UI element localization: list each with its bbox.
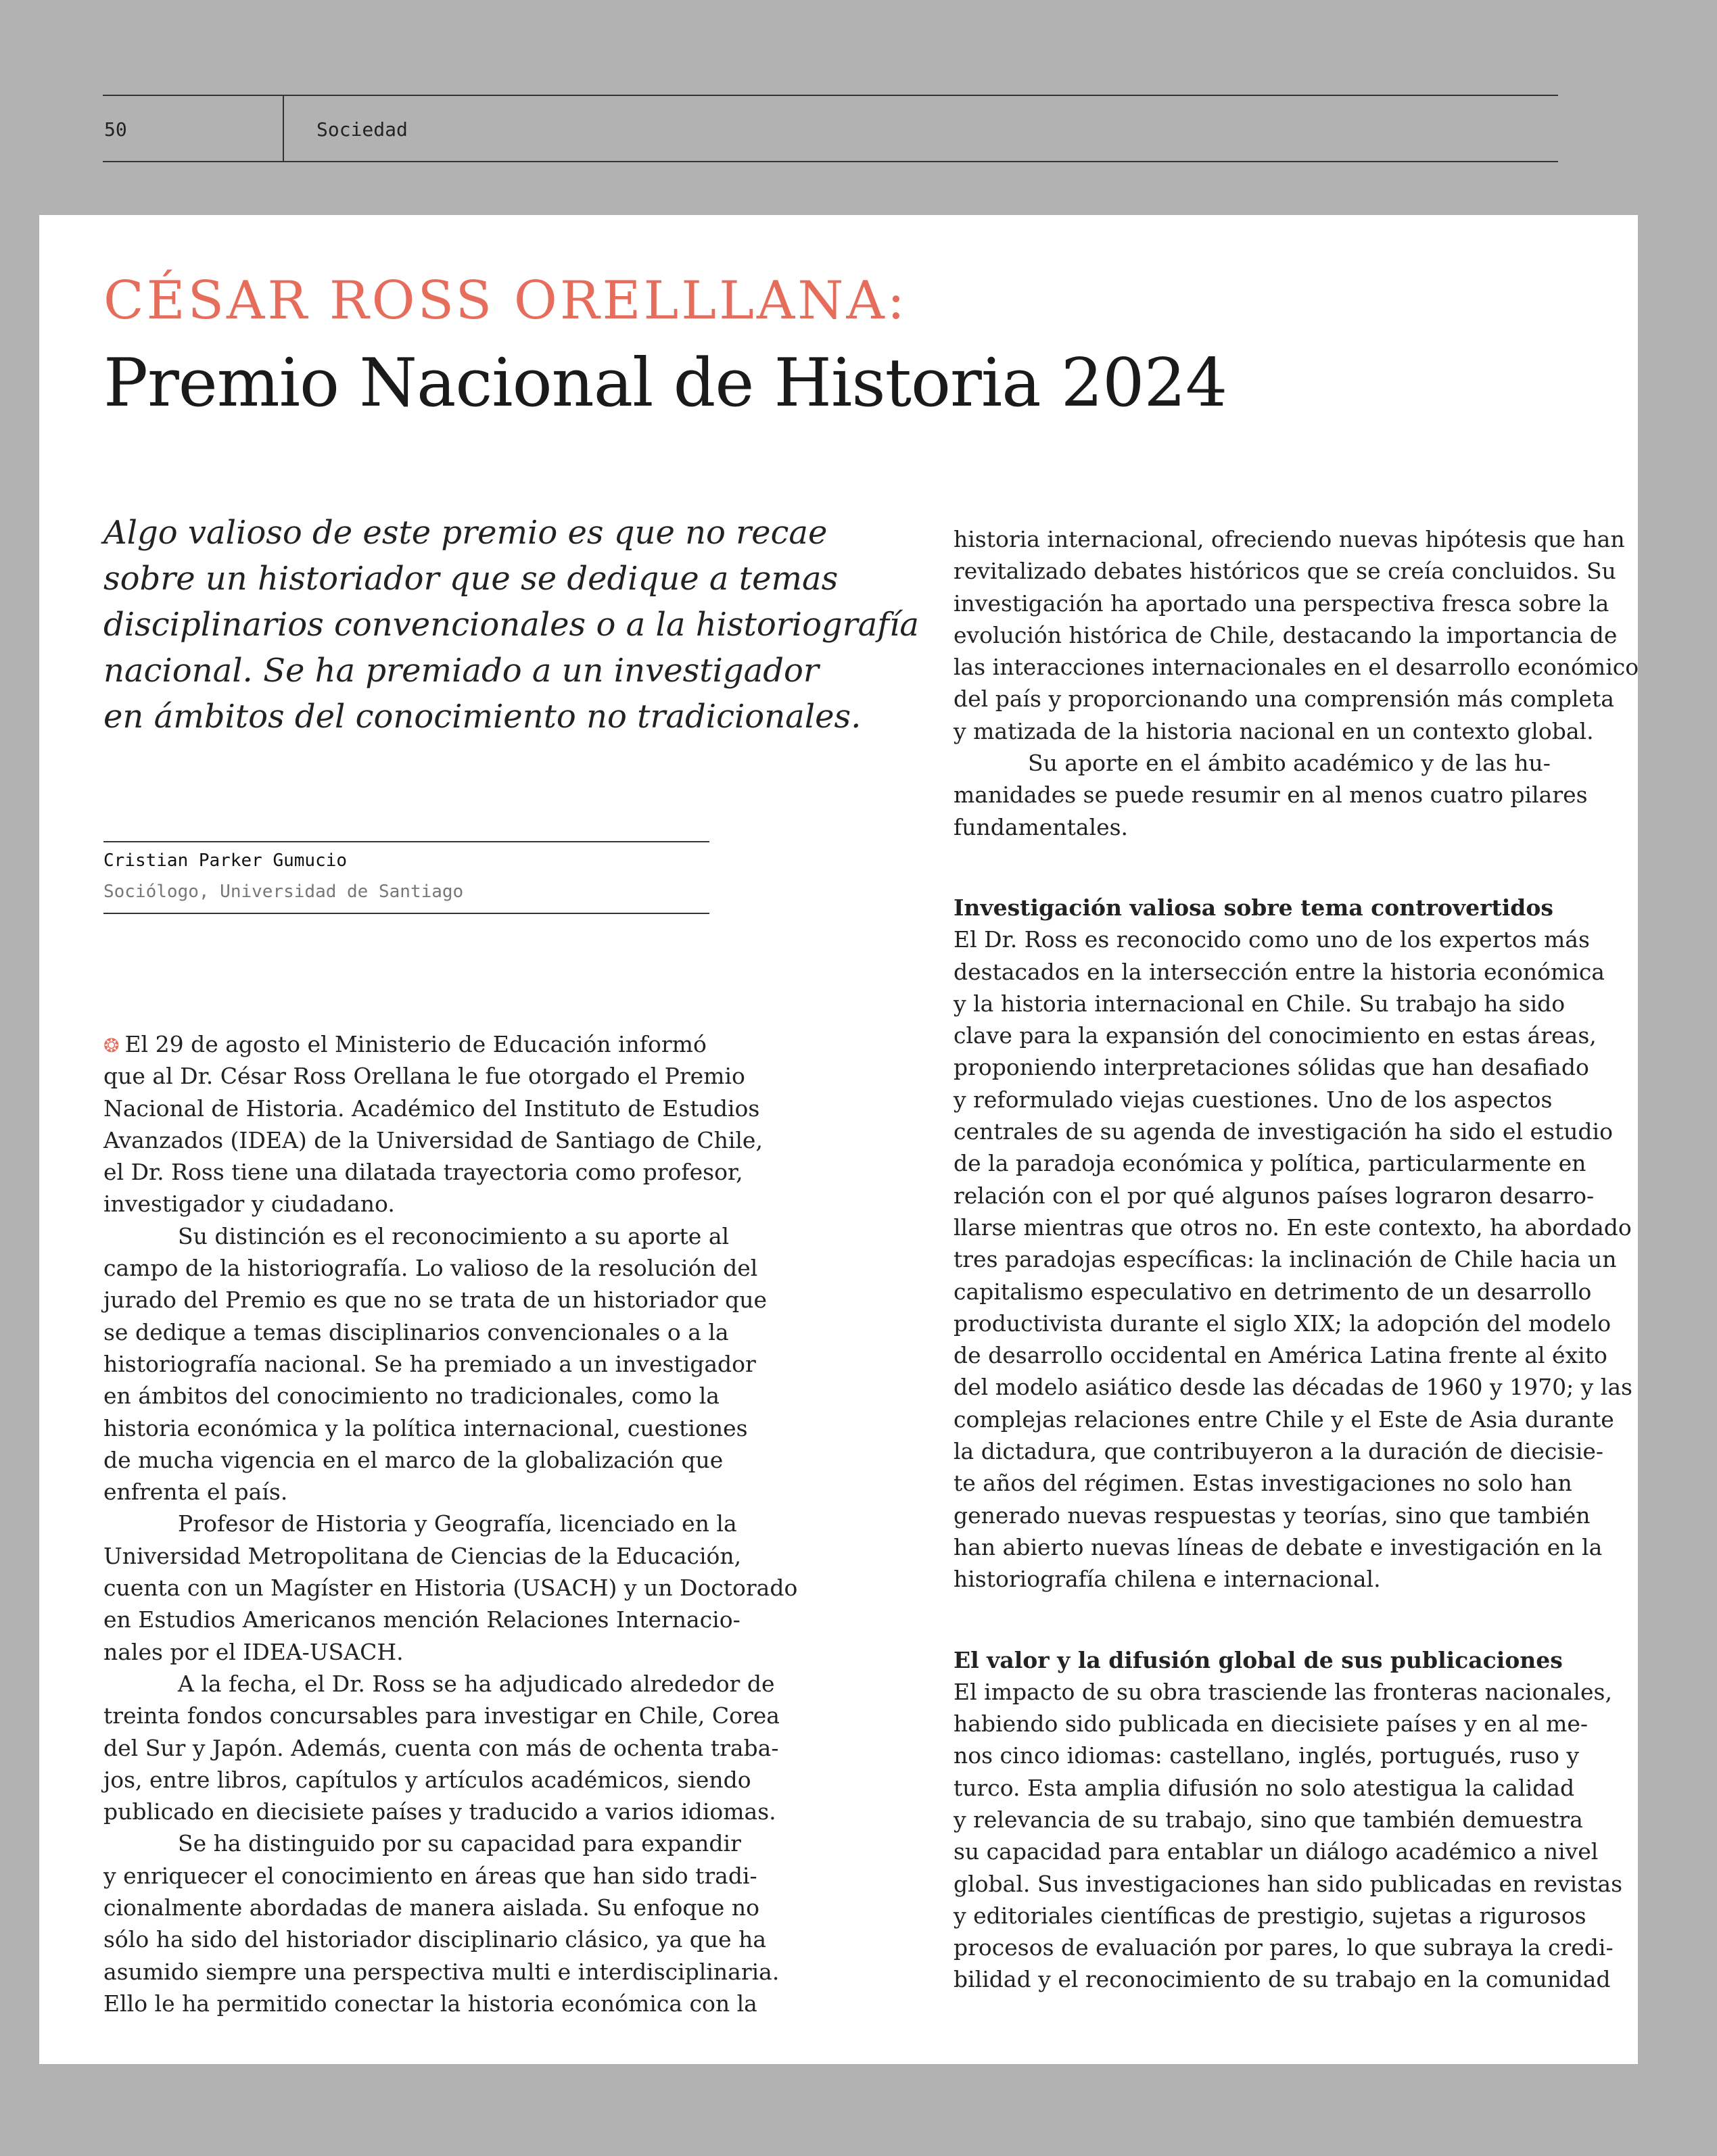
body-line: fundamentales. (954, 813, 1129, 840)
byline (103, 841, 709, 914)
body-line: nos cinco idiomas: castellano, inglés, portugués, ruso y (954, 1742, 1580, 1769)
body-line: A la fecha, el Dr. Ross se ha adjudicado alrededor de (178, 1670, 775, 1697)
lead-line: disciplinarios convencionales o a la historiografía (103, 606, 919, 644)
body-line: Su distinción es el reconocimiento a su aporte al (178, 1222, 730, 1249)
body-line: y relevancia de su trabajo, sino que también demuestra (954, 1806, 1583, 1833)
author-name: Cristian Parker Gumucio (103, 851, 348, 871)
body-line: te años del régimen. Estas investigaciones no solo han (954, 1470, 1572, 1497)
section-heading: El valor y la difusión global de sus publicaciones (954, 1646, 1563, 1673)
body-line: y enriquecer el conocimiento en áreas que han sido tradi- (103, 1862, 757, 1889)
body-line: bilidad y el reconocimiento de su trabajo en la comunidad (954, 1966, 1611, 1993)
body-line: El impacto de su obra trasciende las fronteras nacionales, (954, 1678, 1612, 1705)
body-line: del Sur y Japón. Además, cuenta con más de ochenta traba- (103, 1734, 779, 1761)
body-line: Universidad Metropolitana de Ciencias de la Educación, (103, 1542, 742, 1569)
body-line: jurado del Premio es que no se trata de un historiador que (103, 1287, 768, 1314)
body-line: procesos de evaluación por pares, lo que subraya la credi- (954, 1934, 1614, 1961)
body-line: El Dr. Ross es reconocido como uno de los expertos más (954, 926, 1590, 953)
body-line: Profesor de Historia y Geografía, licenciado en la (178, 1510, 737, 1537)
body-line: han abierto nuevas líneas de debate e investigación en la (954, 1533, 1603, 1560)
body-line: de desarrollo occidental en América Latina frente al éxito (954, 1342, 1607, 1369)
body-line: revitalizado debates históricos que se creía concluidos. Su (954, 558, 1616, 585)
lead-line: nacional. Se ha premiado a un investigador (103, 652, 819, 690)
body-line: investigación ha aportado una perspectiva fresca sobre la (954, 590, 1609, 617)
right-column (954, 523, 1639, 1996)
article-kicker: CÉSAR ROSS ORELLLANA: (103, 270, 908, 331)
body-line: historia internacional, ofreciendo nuevas hipótesis que han (954, 526, 1625, 552)
author-affiliation: Sociólogo, Universidad de Santiago (103, 882, 464, 902)
body-line: ❂ El 29 de agosto el Ministerio de Educación informó (103, 1031, 707, 1057)
lead-line: en ámbitos del conocimiento no tradicionales. (103, 698, 862, 736)
running-head (103, 95, 1558, 162)
body-line: Su aporte en el ámbito académico y de las hu- (1028, 750, 1551, 777)
body-line: proponiendo interpretaciones sólidas que han desafiado (954, 1054, 1589, 1081)
body-line: que al Dr. César Ross Orellana le fue otorgado el Premio (103, 1063, 745, 1090)
body-line: generado nuevas respuestas y teorías, sino que también (954, 1502, 1591, 1529)
body-line: centrales de su agenda de investigación ha sido el estudio (954, 1118, 1613, 1145)
body-line: las interacciones internacionales en el desarrollo económico (954, 654, 1639, 681)
body-line: destacados en la intersección entre la historia económica (954, 958, 1605, 985)
body-line: llarse mientras que otros no. En este contexto, ha abordado (954, 1214, 1632, 1241)
body-line: cuenta con un Magíster en Historia (USACH) y un Doctorado (103, 1575, 798, 1602)
header-divider (283, 96, 284, 161)
body-line: relación con el por qué algunos países lograron desarro- (954, 1182, 1595, 1209)
body-line: la dictadura, que contribuyeron a la duración de diecisie- (954, 1438, 1604, 1465)
left-column (103, 1028, 798, 2019)
body-line: Se ha distinguido por su capacidad para expandir (178, 1830, 741, 1857)
page-number: 50 (104, 118, 127, 141)
body-line: y la historia internacional en Chile. Su trabajo ha sido (954, 990, 1566, 1017)
lead-quote (103, 510, 919, 740)
body-line: cionalmente abordadas de manera aislada. Su enfoque no (103, 1894, 759, 1921)
body-line: evolución histórica de Chile, destacando la importancia de (954, 621, 1618, 648)
body-line: de mucha vigencia en el marco de la globalización que (103, 1446, 724, 1473)
body-line: en Estudios Americanos mención Relaciones Internacio- (103, 1606, 740, 1633)
body-line: del país y proporcionando una comprensión más completa (954, 686, 1614, 713)
section-heading: Investigación valiosa sobre tema controvertidos (954, 894, 1553, 921)
body-line: en ámbitos del conocimiento no tradicionales, como la (103, 1383, 720, 1410)
body-line: manidades se puede resumir en al menos cuatro pilares (954, 782, 1588, 809)
body-line: habiendo sido publicada en diecisiete países y en al me- (954, 1710, 1589, 1738)
body-line: de la paradoja económica y política, particularmente en (954, 1150, 1586, 1177)
body-line: nales por el IDEA-USACH. (103, 1638, 404, 1665)
body-line: historiografía chilena e internacional. (954, 1566, 1381, 1593)
body-line: tres paradojas específicas: la inclinación de Chile hacia un (954, 1246, 1617, 1273)
body-line: investigador y ciudadano. (103, 1191, 395, 1218)
start-mark-icon: ❂ (103, 1034, 120, 1057)
body-line: Nacional de Historia. Académico del Instituto de Estudios (103, 1095, 760, 1122)
lead-line: Algo valioso de este premio es que no recae (103, 514, 828, 552)
body-line: publicado en diecisiete países y traducido a varios idiomas. (103, 1798, 776, 1825)
body-line: se dedique a temas disciplinarios convencionales o a la (103, 1318, 729, 1345)
body-line: y matizada de la historia nacional en un contexto global. (954, 717, 1594, 744)
body-line: clave para la expansión del conocimiento en estas áreas, (954, 1022, 1597, 1049)
body-line: Avanzados (IDEA) de la Universidad de Santiago de Chile, (103, 1126, 763, 1153)
body-line: treinta fondos concursables para investigar en Chile, Corea (103, 1702, 780, 1729)
body-line: el Dr. Ross tiene una dilatada trayectoria como profesor, (103, 1159, 743, 1186)
body-line: complejas relaciones entre Chile y el Este de Asia durante (954, 1406, 1614, 1433)
body-line: y reformulado viejas cuestiones. Uno de los aspectos (954, 1086, 1553, 1113)
body-line: jos, entre libros, capítulos y artículos académicos, siendo (103, 1766, 751, 1793)
body-line: historiografía nacional. Se ha premiado a un investigador (103, 1350, 756, 1377)
section-name: Sociedad (316, 118, 408, 141)
body-line: capitalismo especulativo en detrimento de un desarrollo (954, 1278, 1592, 1305)
body-line: sólo ha sido del historiador disciplinario clásico, ya que ha (103, 1926, 767, 1953)
body-line: turco. Esta amplia difusión no solo atestigua la calidad (954, 1774, 1575, 1801)
body-line: asumido siempre una perspectiva multi e interdisciplinaria. (103, 1958, 780, 1985)
body-line: su capacidad para entablar un diálogo académico a nivel (954, 1838, 1599, 1865)
body-line: y editoriales científicas de prestigio, sujetas a rigurosos (954, 1902, 1586, 1929)
body-line: historia económica y la política internacional, cuestiones (103, 1414, 748, 1441)
body-line: productivista durante el siglo XIX; la adopción del modelo (954, 1310, 1612, 1337)
body-line: campo de la historiografía. Lo valioso de la resolución del (103, 1255, 758, 1282)
article-panel (39, 215, 1638, 2064)
body-line: global. Sus investigaciones han sido publicadas en revistas (954, 1870, 1623, 1897)
body-line: Ello le ha permitido conectar la historia económica con la (103, 1990, 757, 2017)
lead-line: sobre un historiador que se dedique a temas (103, 560, 839, 598)
article-title: Premio Nacional de Historia 2024 (103, 345, 1227, 422)
body-line: del modelo asiático desde las décadas de 1960 y 1970; y las (954, 1374, 1632, 1401)
body-line: enfrenta el país. (103, 1479, 288, 1506)
